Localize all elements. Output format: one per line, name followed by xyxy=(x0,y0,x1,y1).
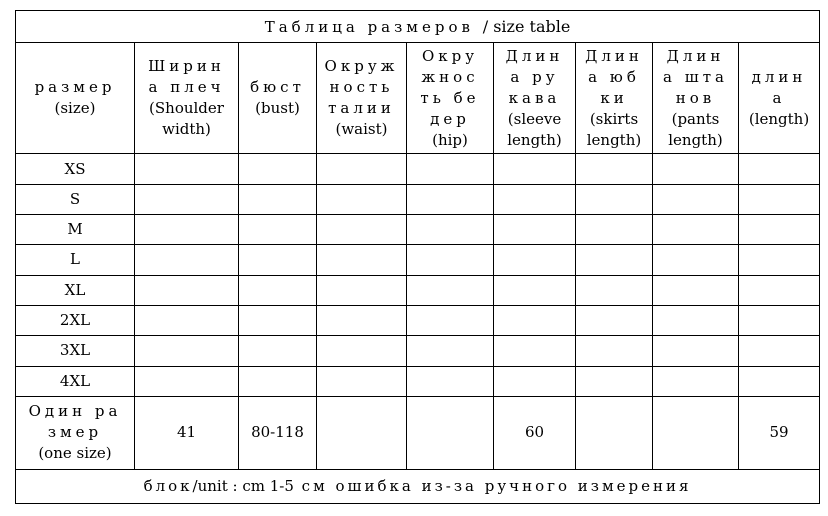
measurement-cell xyxy=(317,305,407,335)
header-label-ru: кава xyxy=(508,88,561,107)
measurement-cell xyxy=(739,215,820,245)
table-row xyxy=(16,366,820,396)
measurement-cell xyxy=(407,184,494,214)
header-label-en: (length) xyxy=(748,109,810,128)
header-label-ru: длин xyxy=(751,67,807,86)
header-label-en: (size) xyxy=(54,99,96,118)
footer-ru-2: см ошибка из-за ручного измерения xyxy=(301,476,692,495)
measurement-cell xyxy=(317,184,407,214)
measurement-cell xyxy=(317,275,407,305)
table-row xyxy=(16,305,820,335)
measurement-cell xyxy=(135,184,239,214)
measurement-cell xyxy=(576,215,653,245)
one-size-value xyxy=(407,396,494,469)
header-label-ru: ность xyxy=(329,78,394,97)
measurement-cell xyxy=(653,275,739,305)
measurement-cell xyxy=(494,245,576,275)
table-row xyxy=(16,184,820,214)
table-row xyxy=(16,275,820,305)
measurement-cell xyxy=(653,184,739,214)
measurement-cell xyxy=(407,154,494,184)
measurement-cell xyxy=(576,305,653,335)
one-size-value: 41 xyxy=(135,396,239,469)
size-table xyxy=(15,10,820,504)
measurement-cell xyxy=(739,184,820,214)
one-size-value xyxy=(653,396,739,469)
column-header xyxy=(135,43,239,154)
table-row xyxy=(16,245,820,275)
measurement-cell xyxy=(317,245,407,275)
measurement-cell xyxy=(653,245,739,275)
one-size-value: 59 xyxy=(739,396,820,469)
measurement-cell xyxy=(739,336,820,366)
measurement-cell xyxy=(739,154,820,184)
measurement-cell xyxy=(317,215,407,245)
header-label-en: length) xyxy=(507,130,562,149)
title-ru: Таблица размеров xyxy=(264,17,474,36)
measurement-cell xyxy=(653,336,739,366)
column-header xyxy=(739,43,820,154)
footer-ru-1: блок xyxy=(143,476,193,495)
header-label-ru: ть бе xyxy=(420,88,480,107)
header-label-en: (sleeve xyxy=(507,109,562,128)
size-label: 3XL xyxy=(16,336,135,366)
header-label-ru: Окру xyxy=(421,46,479,65)
measurement-cell xyxy=(407,305,494,335)
measurement-cell xyxy=(494,275,576,305)
measurement-cell xyxy=(494,154,576,184)
measurement-cell xyxy=(407,336,494,366)
header-label-en: (pants xyxy=(671,109,720,128)
measurement-cell xyxy=(317,366,407,396)
size-label: M xyxy=(16,215,135,245)
measurement-cell xyxy=(239,336,317,366)
table-row xyxy=(16,336,820,366)
measurement-cell xyxy=(739,366,820,396)
table-row xyxy=(16,215,820,245)
title-row xyxy=(16,11,820,43)
table-row xyxy=(16,154,820,184)
size-label: 2XL xyxy=(16,305,135,335)
page-title xyxy=(16,11,820,43)
footer-row xyxy=(16,469,820,503)
column-header xyxy=(653,43,739,154)
column-header xyxy=(239,43,317,154)
header-label-ru: размер xyxy=(34,78,116,97)
header-label-ru: дер xyxy=(430,109,470,128)
column-header xyxy=(317,43,407,154)
header-label-en: (bust) xyxy=(255,99,300,118)
measurement-cell xyxy=(135,305,239,335)
one-size-value: 80-118 xyxy=(239,396,317,469)
measurement-cell xyxy=(135,275,239,305)
measurement-cell xyxy=(653,215,739,245)
size-label: XS xyxy=(16,154,135,184)
measurement-cell xyxy=(135,154,239,184)
measurement-cell xyxy=(239,245,317,275)
header-label-en: width) xyxy=(162,120,211,139)
measurement-cell xyxy=(407,275,494,305)
measurement-cell xyxy=(576,245,653,275)
header-label-ru: а юб xyxy=(588,67,640,86)
one-size-label-en: (one size) xyxy=(38,444,112,463)
header-label-en: (waist) xyxy=(335,120,388,139)
measurement-cell xyxy=(653,366,739,396)
header-label-ru: а плеч xyxy=(148,78,225,97)
column-header xyxy=(494,43,576,154)
header-label-en: (hip) xyxy=(432,130,468,149)
title-en: / size table xyxy=(482,16,571,36)
measurement-cell xyxy=(407,366,494,396)
size-label: L xyxy=(16,245,135,275)
one-size-label xyxy=(16,396,135,469)
one-size-label-ru: Один ра xyxy=(28,402,122,421)
measurement-cell xyxy=(576,154,653,184)
one-size-value: 60 xyxy=(494,396,576,469)
size-label: 4XL xyxy=(16,366,135,396)
measurement-cell xyxy=(407,215,494,245)
measurement-cell xyxy=(135,336,239,366)
measurement-cell xyxy=(653,154,739,184)
measurement-cell xyxy=(239,366,317,396)
measurement-cell xyxy=(239,154,317,184)
footer-unit: /unit : cm 1-5 xyxy=(192,476,294,495)
measurement-cell xyxy=(239,305,317,335)
measurement-cell xyxy=(739,275,820,305)
measurement-cell xyxy=(135,366,239,396)
header-label-en: length) xyxy=(668,130,723,149)
measurement-cell xyxy=(494,184,576,214)
size-label: XL xyxy=(16,275,135,305)
header-label-en: (Shoulder xyxy=(149,99,224,118)
measurement-cell xyxy=(576,275,653,305)
measurement-cell xyxy=(407,245,494,275)
header-label-ru: нов xyxy=(675,88,716,107)
measurement-cell xyxy=(239,275,317,305)
measurement-cell xyxy=(494,215,576,245)
column-header xyxy=(576,43,653,154)
header-label-ru: а шта xyxy=(663,67,728,86)
header-label-ru: Длин xyxy=(666,46,725,65)
header-label-ru: а ру xyxy=(510,67,559,86)
one-size-value xyxy=(317,396,407,469)
measurement-cell xyxy=(239,184,317,214)
one-size-value xyxy=(576,396,653,469)
header-label-en: length) xyxy=(586,130,642,149)
measurement-cell xyxy=(317,336,407,366)
footer-note xyxy=(16,469,820,503)
header-label-ru: жнос xyxy=(421,67,479,86)
measurement-cell xyxy=(135,245,239,275)
header-label-ru: бюст xyxy=(250,78,305,97)
header-label-ru: талии xyxy=(328,99,395,118)
measurement-cell xyxy=(494,336,576,366)
header-label-ru: а xyxy=(772,88,786,107)
header-label-ru: Длин xyxy=(505,46,564,65)
header-label-ru: ки xyxy=(600,88,628,107)
header-label-ru: Окруж xyxy=(324,57,399,76)
one-size-label-ru: змер xyxy=(47,423,103,442)
header-row xyxy=(16,43,820,154)
one-size-row xyxy=(16,396,820,469)
size-label: S xyxy=(16,184,135,214)
measurement-cell xyxy=(239,215,317,245)
measurement-cell xyxy=(739,305,820,335)
measurement-cell xyxy=(576,184,653,214)
column-header xyxy=(407,43,494,154)
column-header xyxy=(16,43,135,154)
measurement-cell xyxy=(317,154,407,184)
measurement-cell xyxy=(576,366,653,396)
measurement-cell xyxy=(739,245,820,275)
header-label-en: (skirts xyxy=(589,109,639,128)
header-label-ru: Ширин xyxy=(148,57,225,76)
measurement-cell xyxy=(653,305,739,335)
measurement-cell xyxy=(494,305,576,335)
measurement-cell xyxy=(576,336,653,366)
measurement-cell xyxy=(494,366,576,396)
header-label-ru: Длин xyxy=(585,46,643,65)
measurement-cell xyxy=(135,215,239,245)
